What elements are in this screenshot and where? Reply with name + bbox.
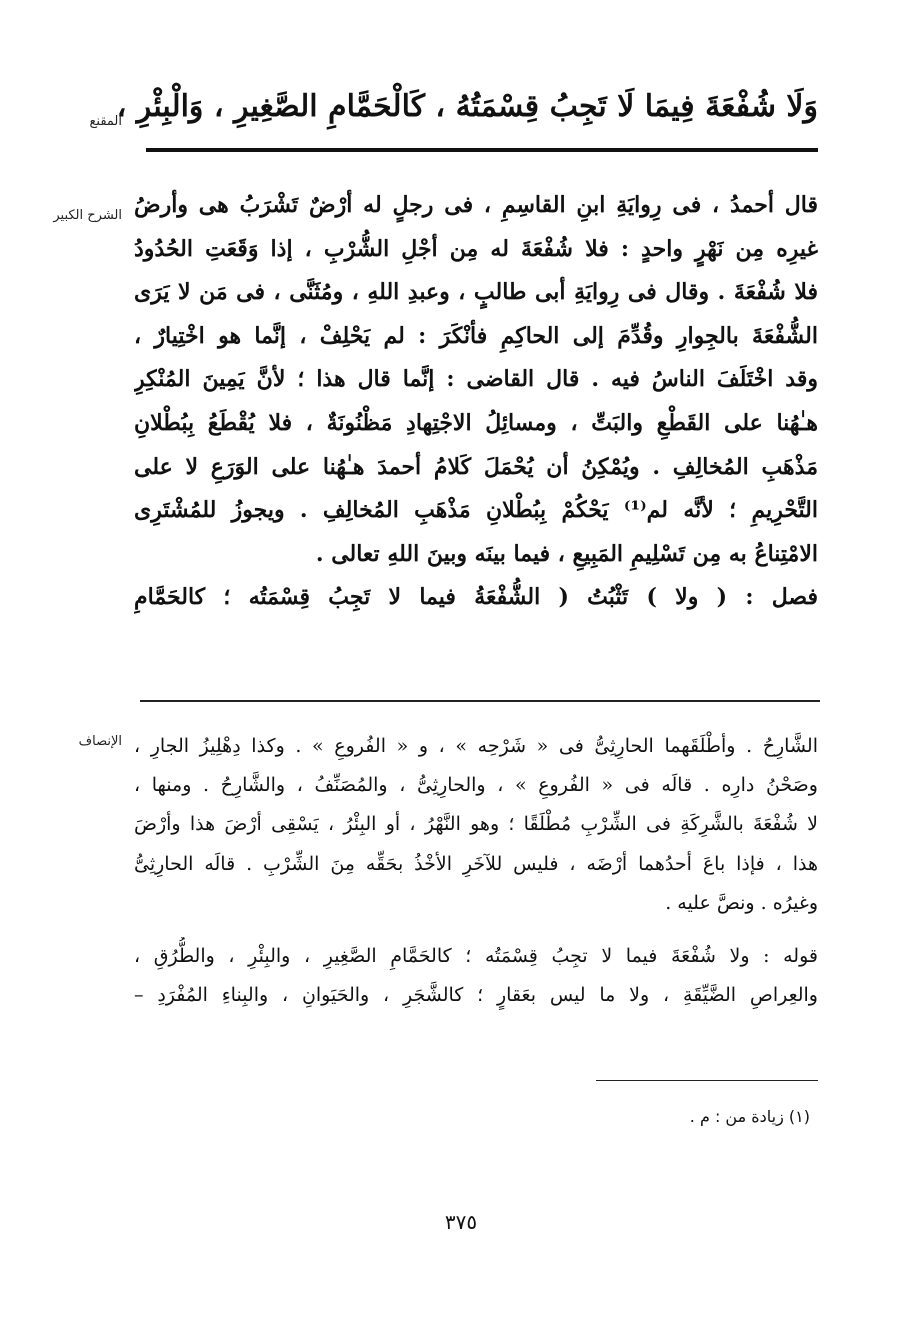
sharh-line-4: الشُّفْعَةَ بالجِوارِ وقُدِّمَ إلى الحاكِمِ فأنْكَرَ : لم يَحْلِفْ ، إنَّما هو اخْتِيارٌ ، (134, 322, 818, 349)
insaf-line-3: لا شُفْعَةَ بالشَّرِكَةِ فى الشِّرْبِ مُطْلَقًا ؛ وهو النَّهْرُ ، أو البِئْرُ ، يَسْقِى أرْضَ هذا وأرْضَ (134, 813, 818, 836)
sharh-line-1: قال أحمدُ ، فى رِوايَةِ ابنِ القاسِمِ ، فى رجلٍ له أرْضٌ تَشْرَبُ هى وأرضُ (134, 192, 818, 218)
sharh-line-3: فلا شُفْعَةَ . وقال فى رِوايَةِ أبى طالبٍ ، وعبدِ اللهِ ، ومُثَنَّى ، فى مَن لا يَرَى (134, 279, 818, 306)
sharh-line-6: هـٰهُنا على القَطْعِ والبَتِّ ، ومسائِلُ الاجْتِهادِ مَظْنُونَةٌ ، فلا يُقْطَعُ بِبُطْلانِ (134, 409, 818, 436)
sharh-line-2: غيرِه مِن نَهْرٍ واحدٍ : فلا شُفْعَةَ له مِن أجْلِ الشُّرْبِ ، إذا وَقَعَتِ الحُدُودُ (134, 235, 818, 262)
matn-heading: وَلَا شُفْعَةَ فِيمَا لَا تَجِبُ قِسْمَتُهُ ، كَالْحَمَّامِ الصَّغِيرِ ، وَالْبِئْرِ ، (116, 89, 818, 124)
insaf-line-1: الشَّارِحُ . وأطْلَقَهما الحارِثِىُّ فى « شَرْحِه » ، و « الفُروعِ » . وكذا دِهْلِيزُ الجارِ ، (134, 735, 818, 757)
sharh-line-9: الامْتِناعُ به مِن تَسْلِيمِ المَبِيعِ ، فيما بينَه وبينَ اللهِ تعالى . (315, 540, 818, 567)
footnote-divider (596, 1080, 818, 1081)
insaf-line-2: وصَحْنُ دارِه . قالَه فى « الفُروعِ » ، والحارِثِىُّ ، والمُصَنِّفُ ، والشَّارِحُ . ومنها ، (134, 774, 818, 797)
insaf-paragraph-2 (134, 937, 818, 1015)
matn-divider (146, 148, 818, 152)
muqni-section-label: المقنع (89, 114, 122, 129)
sharh-section-label: الشرح الكبير (53, 208, 122, 223)
insaf-divider (140, 700, 820, 702)
footnote: (١) زيادة من : م . (689, 1107, 810, 1126)
sharh-line-8: التَّحْرِيمِ ؛ لأنَّه لم⁽¹⁾ يَحْكُمْ بِبُطْلانِ مَذْهَبِ المُخالِفِ . ويجوزُ للمُشْتَرِى (134, 497, 818, 524)
page-number: ٣٧٥ (444, 1210, 478, 1234)
insaf-line-4: هذا ، فإذا باعَ أحدُهما أرْضَه ، فليس للآخَرِ الأخْذُ بحَقِّه مِنَ الشِّرْبِ . قالَه الحارِثِىُّ (134, 852, 818, 875)
insaf-body (134, 727, 818, 1015)
sharh-line-5: وقد اخْتَلَفَ الناسُ فيه . قال القاضى : إنَّما قال هذا ؛ لأنَّ يَمِينَ المُنْكِرِ (134, 366, 818, 393)
sharh-line-7: مَذْهَبِ المُخالِفِ . ويُمْكِنُ أن يُحْمَلَ كَلامُ أحمدَ هـٰهُنا على الوَرَعِ لا على (134, 453, 818, 480)
insaf-section-label: الإنصاف (78, 734, 122, 749)
fasl-text: ( ولا ) تَثْبُتُ ( الشُّفْعَةُ فيما لا تَجِبُ قِسْمَتُه ؛ كالحَمَّامِ (134, 584, 728, 611)
sharh-body (134, 184, 818, 620)
fasl-label: فصل : (745, 584, 818, 611)
insaf-p2-line-2: والعِراصِ الضَّيِّقَةِ ، ولا ما ليس بعَقارٍ ؛ كالشَّجَرِ ، والحَيَوانِ ، والبِناءِ المُفْرَدِ – (134, 984, 818, 1007)
insaf-line-5: وغيرُه . ونصَّ عليه . (665, 891, 818, 914)
fasl-line (134, 576, 818, 620)
insaf-p2-line-1: قوله : ولا شُفْعَةَ فيما لا تجِبُ قِسْمَتُه ؛ كالحَمَّامِ الصَّغِيرِ ، والبِئْرِ ، والطُّرُقِ ، (134, 945, 818, 968)
